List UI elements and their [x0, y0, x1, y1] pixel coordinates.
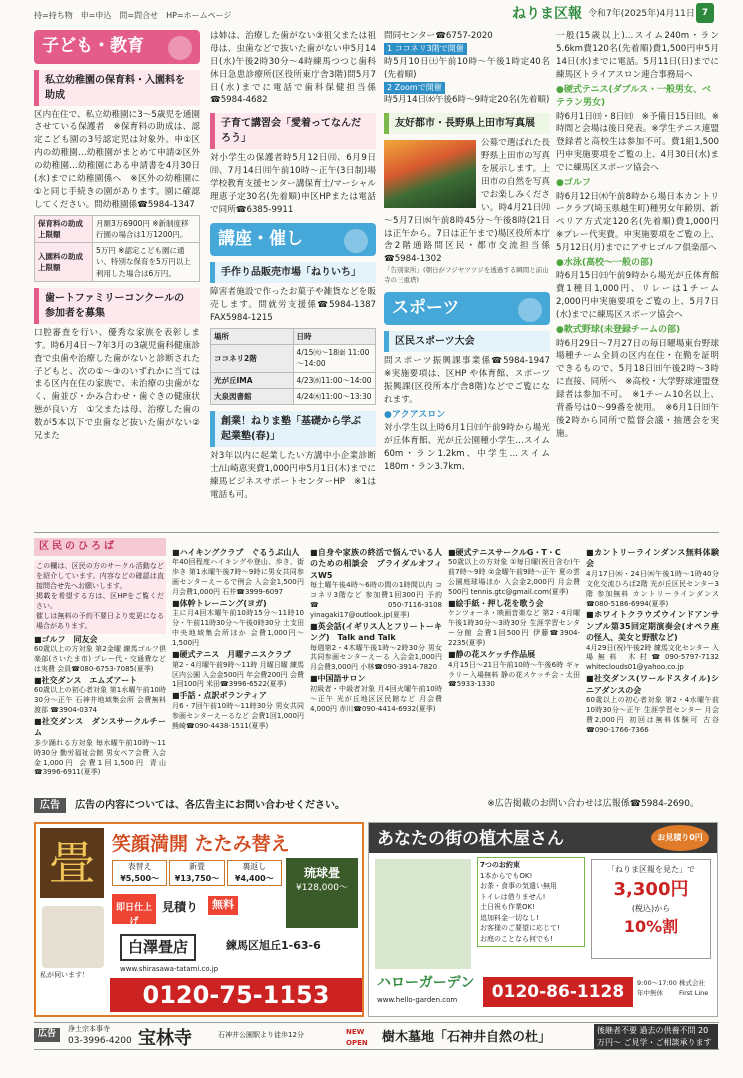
club-details: 4月17日㈭・24日㈭午後1時～1時40分 文化交流ひろば2階 光が丘区民センター3階 参加無料 カントリーラインダンス☎080-5186-6994(夏季)	[586, 569, 719, 608]
club-details: 年40回程度ハイキングや登山、歩き、街歩き 第1水曜午後7時～9時に男女共同参画センターえーるで例会 入会金1,500円 月会費1,000円 石井☎3999-6097	[172, 558, 304, 597]
article-body: 対3年以内に起業したい方講中小企業診断士/山崎恵実費1,000円申5月1日(木)までに練馬ビジネスサポートセンターHP ※1は電話も可。	[210, 451, 376, 500]
kumin-column-2	[172, 547, 304, 732]
list-item: 追加料金一切なし!	[480, 913, 539, 922]
fee-table	[34, 215, 200, 282]
phone-number[interactable]: 0120-75-1153	[110, 978, 362, 1012]
temple-address: 石神井公園駅より徒歩12分	[218, 1031, 304, 1039]
club-details: 主に月4回木曜午前10時15分～11時10分・午前11時30分～午後0時30分 土支田中央地域集会所ほか 会費1,000円～1,500円	[172, 609, 304, 648]
event-subheading: ●硬式テニス(ダブルス・一般男女、ベテラン男女)	[556, 84, 711, 109]
price-label: 新畳	[188, 862, 205, 871]
club-name: ■硬式テニス 月曜テニスクラブ	[172, 650, 291, 660]
kumin-hiroba-heading: 区民のひろば	[34, 538, 166, 556]
kumin-column-3	[310, 547, 442, 715]
list-item	[172, 547, 304, 598]
list-item: 1本からでもOK!	[480, 871, 533, 880]
table-cell: 保育料の助成上限額	[35, 215, 93, 243]
brand-url: www.hello-garden.com	[377, 996, 458, 1004]
quote-text: 見積り	[162, 900, 199, 914]
club-name: ■体幹トレーニング(ヨガ)	[172, 599, 267, 609]
issue-date: 令和7年(2025年)4月11日	[588, 9, 695, 19]
article-body	[384, 137, 550, 266]
staff-photo	[42, 906, 104, 968]
price-item	[227, 860, 282, 886]
list-item	[448, 649, 580, 690]
club-details: 60歳以上の初心者対象 第1水曜午前10時30分～正午 石神井地域集会所 会費無料 渡部 ☎3904-0374	[34, 686, 166, 714]
section-title: 子ども・教育	[42, 36, 144, 56]
list-item	[172, 690, 304, 731]
club-name: ■絵手紙・押し花を歌う会	[448, 599, 544, 609]
club-details: 毎週第2・4木曜午後1時～2時30分 男女共同参画センターえーる 入会金1,000円 月会費3,000円 小林☎090-3914-7820	[310, 643, 442, 672]
cemetery-name: 樹木墓地「石神井自然の杜」	[382, 1030, 552, 1045]
page-number: 7	[696, 3, 714, 23]
table-row	[211, 345, 376, 373]
list-item	[34, 675, 166, 716]
club-name: ■硬式テニスサークルG・T・C	[448, 548, 561, 557]
list-item	[172, 598, 304, 649]
tatami-kanji: 畳	[40, 828, 104, 898]
article-body: 対小学生以上時6月1日㈰午前9時から場光が丘体育館、光が丘公園種小学生…スイム60m・ラン1.2km、中学生…スイム180m・ラン3.7km、	[384, 423, 550, 472]
bottom-ad[interactable]	[34, 1022, 719, 1050]
discount-label: 「ねりま区報を見た」で	[607, 865, 695, 874]
column-1	[34, 30, 200, 443]
ad-notice-bar	[34, 798, 719, 816]
club-name: ■カントリーラインダンス無料体験会	[586, 548, 719, 569]
article-text: 公募で選ばれた長野県上田市の写真を展示します。上田市の自然を写真でお楽しみください。時4月21日㈪～5月7日㈬午前8時45分～午後8時(21日は正午から。7日は正午まで)場区役所本庁舎2階通路問区民・都市交流担当係☎5984-1302	[384, 138, 550, 265]
phone-number[interactable]: 0120-86-1128	[483, 977, 633, 1007]
article-heading: 友好都市・長野県上田市写真展	[384, 113, 550, 134]
kumin-column-5	[586, 547, 719, 736]
divider	[34, 532, 719, 533]
article-body: 時6月12日㈭午前8時から場日本カントリークラブ(埼玉県越生町)種男女年齢別、新ペリア方式定120名(先着順)費1,000円 ※プレー代実費。申実施要項をご覧の上、5月12日(月)までにアサヒゴルフ倶楽部へ	[556, 191, 728, 254]
ad-title: 笑顔満開 たたみ替え	[112, 833, 290, 855]
list-item	[310, 621, 442, 674]
shop-address: 練馬区旭丘1-63-6	[226, 939, 321, 952]
section-children-education	[34, 30, 200, 64]
price-value: ¥4,400〜	[234, 874, 274, 883]
price-list	[112, 860, 282, 886]
ad-contact: ※広告掲載のお問い合わせは広報係☎5984-2690。	[487, 799, 699, 809]
article-body: は姉は、治療した歯がない③祖父または祖母は、虫歯などで抜いた歯がない申5月14日(水)午後2時30分～4時練馬つつじ歯科休日急患診療所(区役所東庁舎3階)問5月7日(水)までに電話で歯科保健担当係☎5984-4682	[210, 31, 376, 106]
article-body: 問同センター☎6757-2020	[384, 31, 493, 41]
event-subheading: ●ゴルフ	[556, 178, 591, 189]
article-body: 時5月14日㈬午後6時～9時定20名(先着順)	[384, 95, 550, 106]
gardener-ad[interactable]	[368, 822, 718, 1017]
shop-url: www.shirasawa-tatami.co.jp	[120, 965, 219, 973]
club-details: 60歳以上の初心者対象 第2・4水曜午前10時30分～正午 生涯学習センター 月会費2,000円 初回は無料体験可 古谷☎090-1766-7366	[586, 696, 719, 734]
list-item	[310, 673, 442, 714]
list-item	[34, 716, 166, 778]
club-name: ■英会話(イギリス人とフリートーキング) Talk and Talk	[310, 621, 442, 643]
business-hours: 9:00〜17:00 年中無休	[637, 979, 677, 997]
same-day-badge: 即日仕上げ	[112, 894, 156, 924]
price-label: 裏返し	[242, 862, 267, 871]
table-row	[35, 215, 200, 243]
price-label: 表替え	[127, 862, 152, 871]
ryukyu-box	[286, 858, 358, 928]
gardener-photo	[375, 859, 471, 969]
section-courses-events	[210, 223, 376, 257]
club-name: ■自身や家族の終活で悩んでいる人のための相談会 プライダルオフィスW5	[310, 548, 442, 580]
price-item	[169, 860, 224, 886]
free-badge: 無料	[208, 896, 238, 915]
article-body: 時6月15日㈰午前9時から場光が丘体育館費1種目1,000円、リレーは1チーム2,000円申実施要項をご覧の上、5月7日(水)までに練馬区スポーツ協会へ	[556, 271, 719, 321]
article-heading: 創業！ねりま塾「基礎から学ぶ起業塾(春)」	[210, 411, 376, 447]
club-name: ■社交ダンス(ワールドスタイル)シニアダンスの会	[586, 674, 719, 695]
table-row	[211, 372, 376, 388]
table-cell: ココネリ2階	[211, 345, 294, 373]
club-details: 4月15日～21日午前10時～午後6時 ギャラリー入場無料 静の花スケッチ会・太田☎5933-1330	[448, 660, 580, 689]
price-value: ¥13,750〜	[174, 874, 220, 883]
club-name: ■ホワイトクラウズウインドアンサンブル第35回定期演奏会(オペラ座の怪人、美女と野獣など)	[586, 610, 719, 643]
list-item	[448, 547, 580, 598]
ryukyu-price: ¥128,000〜	[296, 883, 348, 893]
article-heading: 私立幼稚園の保育料・入園料を助成	[34, 70, 200, 106]
article-body: 障害者施設で作ったお菓子や雑貨などを販売します。問就労支援係☎5984-1387 FAX5984-1215	[210, 287, 376, 324]
discount-percent: 10%割	[623, 917, 679, 936]
option-2	[384, 82, 550, 95]
ryukyu-title: 琉球畳	[303, 866, 340, 880]
article-heading: 区民スポーツ大会	[384, 331, 550, 352]
discount-price: 3,300円	[613, 879, 689, 900]
column-3	[384, 30, 559, 474]
photo-caption: 「告別家所」(朝日がフジヤツツジを透過する瞬間と前山寺の三重塔)	[384, 266, 549, 284]
article-body: 時5月10日㈯午前10時～午後1時定40名(先着順)	[384, 56, 550, 80]
club-details: 月6・7回午前10時～11時30分 男女共同参画センターえーるなど 会費1回1,000円 熊崎☎090-4438-1511(夏季)	[172, 701, 304, 730]
notice-item: 掲載を希望する方は、区HPをご覧ください。	[36, 591, 164, 610]
club-details: 第2・4月曜午前9時～11時 月曜日曜 練馬区内公園 入会金500円 年会費200円 会費1回100円 米田☎3996-6522(夏季)	[172, 660, 304, 689]
article-body: 対小学生の保護者時5月12日㈪、6月9日㈪、7月14日㈪午前10時～正午(3日制)場学校教育支援センター講保育士/マーシャル理恵子定30名(先着順)申区HPまたは電話で同所☎6385-9911	[210, 153, 376, 215]
list-item: トイレは借りません!	[480, 892, 546, 901]
promise-title: 7つのお約束	[480, 861, 520, 869]
column-4	[556, 30, 728, 441]
club-details: 多少踊れる方対象 毎水曜午前10時～11時30分 勤労福祉会館 男女ペア会費 入会金1,000円 会費1回1,500円 青山☎3996-6911(夏季)	[34, 738, 166, 777]
event-subheading: ●アクアスロン	[384, 409, 446, 420]
pagoda-photo	[384, 140, 476, 208]
price-value: ¥5,500〜	[120, 874, 160, 883]
list-item	[448, 598, 580, 649]
club-name: ■静の花スケッチ作品展	[448, 650, 536, 660]
club-name: ■手話・点訳ボランティア	[172, 691, 267, 701]
event-subheading: ●水泳(高校～一般の部)	[556, 257, 654, 268]
club-name: ■ゴルフ 同友会	[34, 634, 98, 644]
table-row	[211, 388, 376, 404]
article-heading: 歯ートファミリーコンクールの参加者を募集	[34, 288, 200, 324]
club-name: ■社交ダンス エムズアート	[34, 675, 138, 685]
club-details: 4月29日(祝)午後2時 練馬文化センター 入場無料 木村☎090-5797-7132 whiteclouds01@yahoo.co.jp	[586, 643, 719, 672]
club-details: 50歳以上の方対象 ①毎日曜(祝日含む)午前7時～9時 ②金曜午前9時～正午 夏の雲公園庭球場ほか 入会金2,000円 月会費500円 tennis.gtc@gmail.com(夏季)	[448, 558, 580, 597]
list-item: お客様のご要望に応じて!	[480, 924, 560, 932]
tennis-racket-icon	[518, 298, 542, 322]
temple-phone[interactable]: 03-3996-4200	[68, 1036, 132, 1046]
notice-item: 催しは無料の予約不要日より変更になる場合があります。	[36, 611, 164, 630]
table-cell: 5万円 ※認定こども園に通い、特別な保育を5万円以上利用した場合は6万円。	[93, 243, 200, 282]
cta-box: 後継者不要 過去の供養不問 20万円〜 ご見学・ご相談承ります	[594, 1024, 718, 1049]
list-item	[34, 634, 166, 675]
discount-note: (税込)から	[631, 904, 671, 913]
list-item	[172, 649, 304, 690]
option-1	[384, 43, 550, 56]
table-cell: 4/15㈫～18㈮ 11:00～14:00	[293, 345, 376, 373]
new-open-badge: NEW OPEN	[346, 1028, 368, 1047]
table-header: 場所	[211, 328, 294, 344]
table-header-row	[211, 328, 376, 344]
article-heading: 手作り品販売市場「ねりいち」	[210, 262, 376, 283]
event-subheading: ●軟式野球(未登録チームの部)	[556, 325, 681, 336]
club-details: 毎土曜午後4時～6時の間の1時間以内 ココネリ3階など 参加費1回300円 予約☎050-7116-3108 yinagaki17@outlook.jp(夏季)	[310, 581, 442, 619]
notice-item: この欄は、区民の方のサークル活動などを紹介しています。内容などの確認は直接問合せ先へお願いします。	[36, 562, 164, 590]
table-row	[35, 243, 200, 282]
article-heading: 子育て講習会「愛着ってなんだろう」	[210, 113, 376, 149]
price-item	[112, 860, 167, 886]
table-cell: 入園料の助成上限額	[35, 243, 93, 282]
kumin-column-1	[34, 560, 166, 778]
article-body: 口腔審査を行い、優秀な家族を表彰します。時6月4日～7年3月の3歳児歯科健康診査で虫歯や治療した歯がないと診断された子どもと、次の①～③のいずれかに当てはまる区内在住の家族で、未治療の虫歯がなく、歯並び・かみ合わせ・歯ぐきの健康状態が良い方 ①父または母、治療した歯の数が5本以下で虫歯など抜いた歯がない②兄また	[34, 327, 200, 441]
temple-subtitle: 浄土宗本事寺	[68, 1025, 110, 1033]
free-estimate-badge: お見積り0円	[651, 825, 709, 851]
promise-list	[477, 857, 585, 947]
company-name: 株式会社 First Line	[679, 979, 709, 997]
list-item	[586, 609, 719, 673]
article-body: 問スポーツ振興課事業係☎5984-1947 ※実施要項は、区HP や体育館、スポーツ振興課(区役所本庁舎8階)などでご覧になれます。	[384, 356, 559, 405]
section-title: 講座・催し	[218, 228, 303, 249]
ad-label: 広告	[34, 798, 66, 813]
article-body: 時6月1日㈰・8日㈰ ※予備日15日㈰。※時間と会場は後日発表。※学生テニス連盟登録者と高校生は参加不可。費1組1,500円申実施要項をご覧の上、4月30日(水)までに練馬区スポーツ協会へ	[556, 111, 719, 174]
list-item: お茶・食事の気遣い無用	[480, 882, 557, 890]
article-body: 時6月29日～7月27日の毎日曜場東台野球場種チーム全員の区内在住・在勤を証明できるもので、5月18日㈰午後2時～3時に直接、同所へ ※高校・大学野球連盟登録者は参加不可。 ※1チーム10名以上、背番号は0～99番を使用。 ※6月1日㈰午後2時から同所で監督会議・抽選会を実施。	[556, 338, 719, 439]
pencil-icon	[168, 36, 192, 60]
list-item: お庭のことなら何でも!	[480, 934, 553, 943]
article-body: 区内在住で、私立幼稚園に3～5歳児を通園させている保護者 ※保育料の助成は、認定こども園の3号認定児は対象外。申①区内の幼稚園…幼稚園がまとめて申請②区外の幼稚園…幼稚園にある申請書を4月30日(水)までに幼稚園係へ ※区外の幼稚園に①と同じ手続きの園があります。園に確認してください。問幼稚園係☎5984-1347	[34, 109, 200, 210]
temple-name: 宝林寺	[138, 1028, 192, 1049]
table-cell: 4/23㈬11:00～14:00	[293, 372, 376, 388]
table-cell: 月額3万6900円 ※新制度移行園の場合は1万1200円。	[93, 215, 200, 243]
table-cell: 4/24㈭11:00～13:30	[293, 388, 376, 404]
ad-label: 広告	[34, 1028, 60, 1042]
list-item: 土日祝も作業OK!	[480, 903, 535, 911]
club-name: ■中国語サロン	[310, 674, 366, 684]
column-2	[210, 30, 376, 502]
header-legend: 持=持ち物 申=申込 問=問合せ HP=ホームページ	[34, 11, 232, 20]
club-details: 60歳以上の方対象 第2金曜 練馬ゴルフ倶楽部(さいたま市) プレー代・交通費などは実費 会員☎080-6753-7085(夏季)	[34, 644, 166, 673]
table-cell: 大泉図書館	[211, 388, 294, 404]
option-label: 2 Zoomで開催	[384, 82, 445, 94]
brand-name: ハローガーデン	[377, 975, 475, 991]
list-item	[586, 547, 719, 609]
list-item	[586, 673, 719, 735]
schedule-table	[210, 328, 376, 405]
megaphone-icon	[344, 229, 368, 253]
shop-name: 白澤畳店	[120, 934, 196, 961]
club-name: ■ハイキングクラブ ぐるうぷ山人	[172, 548, 300, 557]
tatami-ad[interactable]	[34, 822, 364, 1017]
discount-box	[591, 859, 711, 959]
club-details: 初級者・中級者対象 月4回火曜午前10時～正午 光が丘地区区民館など 月会費4,000円 赤川☎090-4414-6932(夏季)	[310, 684, 442, 713]
table-cell: 光が丘IMA	[211, 372, 294, 388]
ad-disclaimer: 広告の内容については、各広告主にお問い合わせください。	[75, 800, 345, 811]
ad-title: あなたの街の植木屋さん	[369, 823, 717, 853]
newspaper-logo: ねりま区報	[512, 6, 582, 22]
kumin-column-4	[448, 547, 580, 690]
call-text: 私が伺います！	[40, 971, 89, 979]
section-title: スポーツ	[392, 297, 460, 318]
section-sports	[384, 292, 550, 326]
table-header: 日時	[293, 328, 376, 344]
list-item	[310, 547, 442, 621]
option-label: 1 ココネリ3階で開催	[384, 43, 467, 55]
article-body: 一般(15歳以上)…スイム240m・ラン5.6km費120名(先着順)費1,500円申5月14日(水)までに電話。5月11日(日)までに練馬区トライアスロン連合事務局へ	[556, 31, 719, 80]
notice-box	[34, 560, 166, 634]
club-name: ■社交ダンス ダンスサークルチーム	[34, 716, 166, 738]
club-details: ケンツォーネ・映画音楽など 第2・4月曜午後1時30分～3時30分 生涯学習センター分館 会費1回500円 伊藤☎3904-2235(夏季)	[448, 609, 580, 648]
